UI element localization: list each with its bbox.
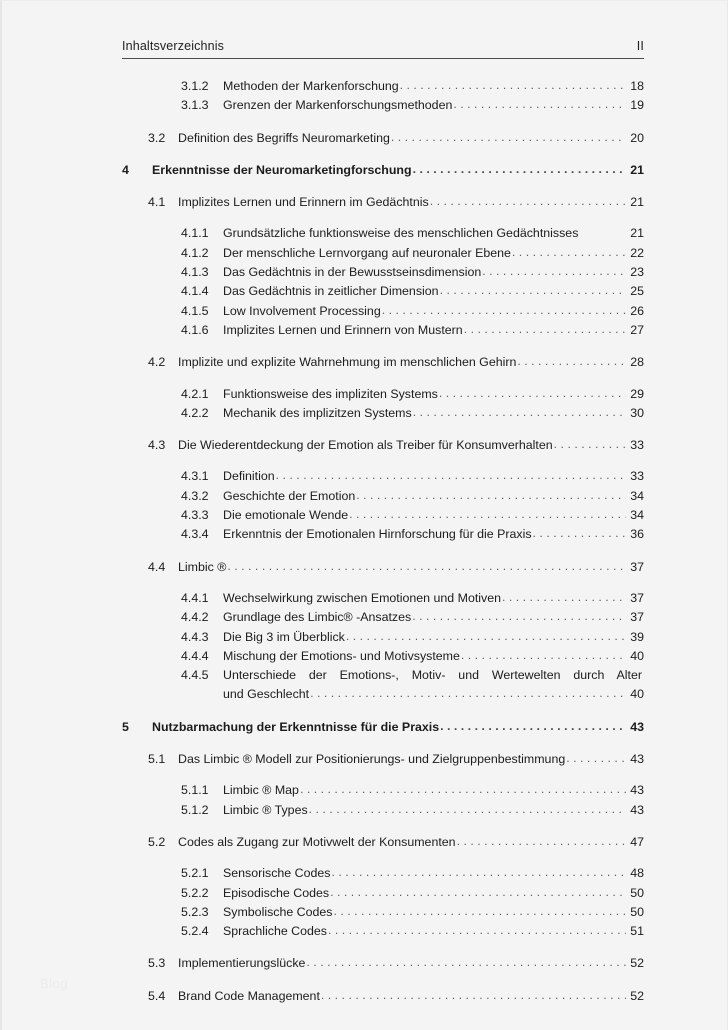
toc-entry[interactable]	[122, 558, 644, 577]
table-of-contents	[122, 77, 644, 1006]
toc-dot-leader	[328, 921, 626, 940]
toc-entry-label: Definition	[223, 469, 275, 484]
toc-entry-label: Die Wiederentdeckung der Emotion als Treiber für Konsumverhalten	[178, 438, 553, 453]
toc-entry-page-number: 52	[630, 956, 644, 971]
toc-dot-leader	[331, 863, 626, 882]
toc-entry-label: Erkenntnis der Emotionalen Hirnforschung für die Praxis	[223, 527, 532, 542]
toc-dot-leader	[453, 95, 626, 114]
toc-entry-page-number: 39	[630, 629, 644, 644]
toc-entry[interactable]	[122, 589, 644, 608]
toc-entry-page-number: 33	[630, 469, 644, 484]
toc-entry-number: 5.4	[148, 988, 166, 1003]
toc-entry-label: Implementierungslücke	[178, 956, 306, 971]
toc-entry-page-number: 40	[630, 648, 644, 663]
toc-dot-leader	[482, 262, 626, 281]
toc-entry-page-number: 51	[630, 924, 644, 939]
toc-entry[interactable]	[122, 922, 644, 941]
toc-dot-leader	[310, 684, 626, 703]
toc-entry-label: Unterschiede der Emotions-, Motiv- und Wertewelten durch Alter	[223, 668, 642, 683]
toc-entry-line	[122, 666, 644, 685]
page-content	[122, 39, 644, 1006]
toc-dot-leader	[227, 557, 626, 576]
toc-entry[interactable]	[122, 385, 644, 404]
toc-dot-leader	[356, 486, 626, 505]
toc-entry-page-number: 36	[630, 527, 644, 542]
toc-entry-number: 4.4.2	[181, 610, 209, 625]
toc-entry-number: 5.2.1	[181, 866, 209, 881]
toc-dot-leader	[391, 128, 626, 147]
toc-entry-label: Limbic ® Map	[223, 783, 299, 798]
toc-dot-leader	[461, 646, 626, 665]
toc-entry-number: 4.1.4	[181, 284, 209, 299]
toc-entry-label: Methoden der Markenforschung	[223, 79, 399, 93]
toc-entry-page-number: 18	[630, 79, 644, 93]
toc-dot-leader	[464, 320, 626, 339]
toc-entry-number: 4.1.1	[181, 226, 209, 241]
toc-entry-number: 5.3	[148, 956, 166, 971]
toc-entry-number: 4.3.1	[181, 469, 209, 484]
toc-entry[interactable]	[122, 321, 644, 340]
toc-entry[interactable]	[122, 647, 644, 666]
toc-entry-number: 4.4	[148, 559, 166, 574]
toc-entry[interactable]	[122, 781, 644, 800]
toc-entry-page-number: 40	[630, 687, 644, 702]
toc-entry-label: Das Gedächtnis in der Bewusstseinsdimension	[223, 265, 482, 280]
toc-dot-leader	[439, 384, 626, 403]
running-header	[122, 39, 644, 59]
header-page-number: II	[636, 39, 644, 53]
toc-entry-number: 4.1	[148, 195, 166, 210]
toc-entry-number: 3.2	[148, 130, 166, 145]
toc-entry-page-number: 21	[630, 226, 644, 241]
toc-entry-page-number: 27	[630, 322, 644, 337]
toc-dot-leader	[566, 749, 626, 768]
toc-entry-page-number: 22	[630, 245, 644, 260]
toc-entry-number: 4.1.6	[181, 322, 209, 337]
toc-entry-label: Episodische Codes	[223, 885, 330, 900]
toc-dot-leader	[554, 435, 626, 454]
toc-entry-page-number: 23	[630, 265, 644, 280]
toc-dot-leader	[517, 352, 626, 371]
toc-dot-leader	[300, 780, 626, 799]
toc-entry-page-number: 34	[630, 508, 644, 523]
toc-dot-leader	[440, 717, 626, 736]
toc-entry-label: Mischung der Emotions- und Motivsysteme	[223, 648, 460, 663]
toc-entry-number: 5	[122, 719, 129, 734]
toc-entry-page-number: 43	[630, 719, 644, 734]
toc-entry[interactable]	[122, 608, 644, 627]
toc-entry-number: 5.2	[148, 834, 166, 849]
toc-entry-page-number: 43	[630, 752, 644, 767]
toc-entry-number: 4.2	[148, 355, 166, 370]
toc-entry-number: 4.1.3	[181, 265, 209, 280]
toc-dot-leader	[276, 466, 626, 485]
toc-entry-number: 4.4.3	[181, 629, 209, 644]
toc-dot-leader	[413, 160, 626, 179]
toc-dot-leader	[306, 953, 626, 972]
toc-entry-number: 4.2.1	[181, 386, 209, 401]
toc-dot-leader	[382, 301, 626, 320]
toc-entry[interactable]	[122, 263, 644, 282]
toc-entry-page-number: 52	[630, 988, 644, 1003]
toc-entry-label: Definition des Begriffs Neuromarketing	[178, 130, 390, 145]
toc-entry-number: 4.4.1	[181, 590, 209, 605]
toc-entry-number: 4.3	[148, 438, 166, 453]
toc-entry-number: 3.1.2	[181, 79, 209, 93]
toc-dot-leader	[330, 883, 626, 902]
header-title: Inhaltsverzeichnis	[122, 39, 225, 53]
toc-entry-page-number: 47	[630, 834, 644, 849]
toc-entry[interactable]	[122, 224, 644, 243]
toc-entry-label: Die emotionale Wende	[223, 508, 349, 523]
toc-entry-number: 4.3.2	[181, 488, 209, 503]
toc-entry-number: 4.4.5	[181, 668, 209, 683]
toc-entry-label: Brand Code Management	[178, 988, 320, 1003]
toc-entry[interactable]	[122, 161, 644, 180]
toc-entry-page-number: 21	[630, 195, 644, 210]
toc-entry-number: 4.1.2	[181, 245, 209, 260]
toc-entry[interactable]	[122, 404, 644, 423]
toc-entry[interactable]	[122, 903, 644, 922]
toc-dot-leader	[346, 627, 626, 646]
toc-dot-leader	[334, 902, 626, 921]
toc-entry-page-number: 30	[630, 405, 644, 420]
toc-entry-page-number: 28	[630, 355, 644, 370]
toc-entry-label: Nutzbarmachung der Erkenntnisse für die Praxis	[152, 719, 440, 734]
toc-entry-page-number: 50	[630, 885, 644, 900]
toc-entry-page-number: 29	[630, 386, 644, 401]
toc-dot-leader	[457, 832, 626, 851]
toc-entry[interactable]	[122, 244, 644, 263]
toc-entry[interactable]	[122, 487, 644, 506]
toc-entry-label: Grundsätzliche funktionsweise des menschlichen Gedächtnisses	[223, 226, 579, 241]
toc-entry-number: 4.3.4	[181, 527, 209, 542]
toc-entry-page-number: 19	[630, 98, 644, 113]
toc-dot-leader	[502, 588, 626, 607]
toc-entry-label: Wechselwirkung zwischen Emotionen und Motiven	[223, 590, 502, 605]
toc-entry-number: 3.1.3	[181, 98, 209, 113]
toc-entry-number: 4.1.5	[181, 303, 209, 318]
toc-entry-label: Sensorische Codes	[223, 866, 331, 881]
toc-entry[interactable]	[122, 666, 644, 705]
toc-entry-number: 5.1.2	[181, 802, 209, 817]
toc-dot-leader	[349, 505, 626, 524]
toc-entry-page-number: 25	[630, 284, 644, 299]
toc-entry[interactable]	[122, 436, 644, 455]
toc-entry[interactable]	[122, 884, 644, 903]
toc-entry[interactable]	[122, 129, 644, 148]
toc-entry-page-number: 50	[630, 904, 644, 919]
toc-entry-number: 4.4.4	[181, 648, 209, 663]
toc-dot-leader	[400, 76, 626, 95]
toc-entry-page-number: 43	[630, 802, 644, 817]
toc-entry-label: Funktionsweise des impliziten Systems	[223, 386, 438, 401]
toc-entry[interactable]	[122, 353, 644, 372]
toc-entry-page-number: 37	[630, 590, 644, 605]
toc-entry[interactable]	[122, 467, 644, 486]
toc-entry[interactable]	[122, 801, 644, 820]
toc-entry-label: Implizites Lernen und Erinnern im Gedächtnis	[178, 195, 429, 210]
watermark: Blog	[40, 976, 69, 991]
toc-entry-number: 4	[122, 162, 129, 177]
toc-entry-label: Erkenntnisse der Neuromarketingforschung	[152, 162, 412, 177]
toc-entry[interactable]	[122, 96, 644, 115]
toc-entry-label-continued: und Geschlecht	[223, 687, 310, 702]
toc-entry[interactable]	[122, 193, 644, 212]
toc-entry-label: Low Involvement Processing	[223, 303, 381, 318]
toc-entry-label: Grenzen der Markenforschungsmethoden	[223, 98, 453, 113]
toc-entry-page-number: 34	[630, 488, 644, 503]
toc-entry-label: Das Limbic ® Modell zur Positionierungs- und Zielgruppenbestimmung	[178, 752, 566, 767]
toc-entry-page-number: 20	[630, 130, 644, 145]
toc-entry-number: 5.1.1	[181, 783, 209, 798]
toc-entry[interactable]	[122, 833, 644, 852]
toc-entry-label: Symbolische Codes	[223, 904, 333, 919]
toc-entry[interactable]	[122, 506, 644, 525]
toc-entry-label: Die Big 3 im Überblick	[223, 629, 345, 644]
toc-entry-page-number: 26	[630, 303, 644, 318]
toc-entry-label: Mechanik des implizitzen Systems	[223, 405, 412, 420]
toc-dot-leader	[533, 524, 626, 543]
toc-entry-line-continued	[223, 685, 644, 704]
toc-entry[interactable]	[122, 628, 644, 647]
toc-entry-label: Das Gedächtnis in zeitlicher Dimension	[223, 284, 439, 299]
toc-entry-label: Implizites Lernen und Erinnern von Mustern	[223, 322, 463, 337]
toc-entry-page-number: 21	[630, 162, 644, 177]
toc-entry-page-number: 43	[630, 783, 644, 798]
toc-dot-leader	[512, 243, 626, 262]
toc-entry[interactable]	[122, 750, 644, 769]
toc-entry[interactable]	[122, 718, 644, 737]
toc-entry-label: Sprachliche Codes	[223, 924, 328, 939]
toc-entry[interactable]	[122, 77, 644, 96]
toc-dot-leader	[430, 192, 626, 211]
toc-entry-page-number: 33	[630, 438, 644, 453]
toc-entry[interactable]	[122, 954, 644, 973]
header-row	[122, 39, 644, 53]
toc-dot-leader	[412, 607, 626, 626]
toc-dot-leader	[309, 800, 626, 819]
toc-entry-number: 4.3.3	[181, 508, 209, 523]
toc-dot-leader	[440, 281, 626, 300]
toc-entry-number: 5.2.3	[181, 904, 209, 919]
toc-entry-number: 5.2.4	[181, 924, 209, 939]
toc-entry[interactable]	[122, 302, 644, 321]
toc-entry-page-number: 37	[630, 559, 644, 574]
toc-entry-page-number: 48	[630, 866, 644, 881]
toc-entry[interactable]	[122, 987, 644, 1006]
toc-entry-label: Geschichte der Emotion	[223, 488, 356, 503]
toc-entry-label: Limbic ® Types	[223, 802, 308, 817]
toc-entry-label: Grundlage des Limbic® -Ansatzes	[223, 610, 412, 625]
toc-entry-number: 5.2.2	[181, 885, 209, 900]
toc-entry[interactable]	[122, 525, 644, 544]
toc-entry-number: 4.2.2	[181, 405, 209, 420]
toc-entry-label: Der menschliche Lernvorgang auf neuronaler Ebene	[223, 245, 511, 260]
toc-entry[interactable]	[122, 864, 644, 883]
toc-dot-leader	[413, 403, 626, 422]
toc-dot-leader	[321, 986, 626, 1005]
header-rule	[122, 58, 644, 59]
toc-entry-label: Codes als Zugang zur Motivwelt der Konsumenten	[178, 834, 456, 849]
toc-entry[interactable]	[122, 282, 644, 301]
toc-entry-label: Limbic ®	[178, 559, 227, 574]
toc-entry-number: 5.1	[148, 752, 166, 767]
toc-entry-label: Implizite und explizite Wahrnehmung im menschlichen Gehirn	[178, 355, 517, 370]
toc-entry-page-number: 37	[630, 610, 644, 625]
